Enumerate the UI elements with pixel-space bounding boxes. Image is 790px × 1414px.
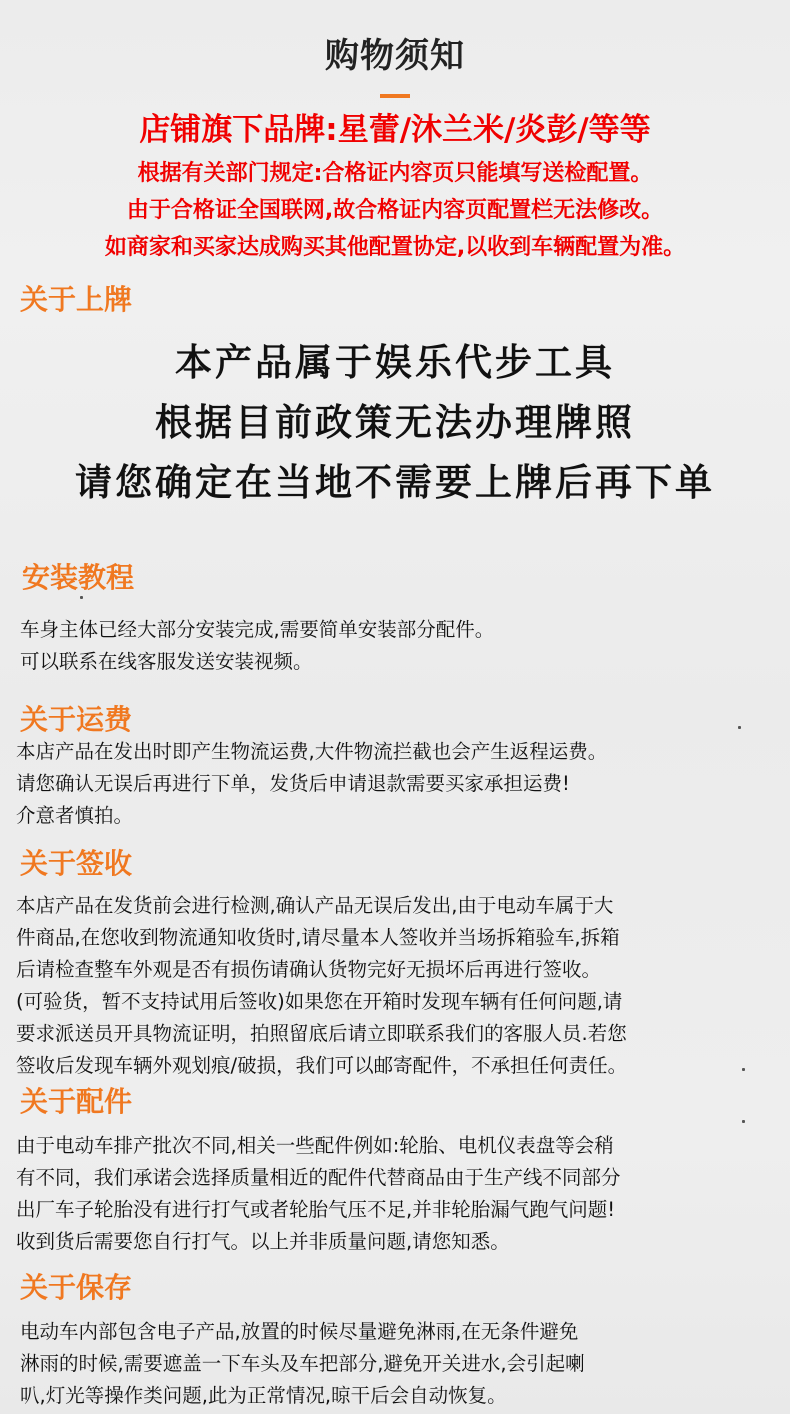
- text-line: 签收后发现车辆外观划痕/破损，我们可以邮寄配件，不承担任何责任。: [16, 1054, 628, 1077]
- section-heading-shipping: 关于运费: [20, 703, 133, 736]
- section-heading-parts: 关于配件: [20, 1085, 133, 1118]
- parts-text: [16, 1130, 621, 1258]
- page-title: 购物须知: [325, 36, 465, 76]
- text-line: 出厂车子轮胎没有进行打气或者轮胎气压不足,并非轮胎漏气跑气问题!: [16, 1198, 616, 1221]
- text-line: 请您确认无误后再进行下单，发货后申请退款需要买家承担运费!: [16, 772, 570, 795]
- storage-text: [20, 1316, 585, 1412]
- install-text: [20, 614, 494, 678]
- text-line: 由于电动车排产批次不同,相关一些配件例如:轮胎、电机仪表盘等会稍: [16, 1134, 614, 1157]
- text-line: 本店产品在发出时即产生物流运费,大件物流拦截也会产生返程运费。: [16, 740, 608, 763]
- decorative-dot: [80, 596, 83, 599]
- notice-line: 由于合格证全国联网,故合格证内容页配置栏无法修改。: [126, 198, 664, 223]
- section-heading-signing: 关于签收: [20, 847, 133, 880]
- notice-line: 根据有关部门规定:合格证内容页只能填写送检配置。: [137, 161, 653, 186]
- section-heading-storage: 关于保存: [20, 1271, 133, 1304]
- plates-statement: 请您确定在当地不需要上牌后再下单: [75, 461, 715, 504]
- plates-statement: 根据目前政策无法办理牌照: [155, 401, 635, 444]
- text-line: 可以联系在线客服发送安装视频。: [20, 650, 313, 673]
- text-line: 本店产品在发货前会进行检测,确认产品无误后发出,由于电动车属于大: [16, 894, 614, 917]
- text-line: 后请检查整车外观是否有损伤请确认货物完好无损坏后再进行签收。: [16, 958, 602, 981]
- text-line: 收到货后需要您自行打气。以上并非质量问题,请您知悉。: [16, 1230, 510, 1253]
- shipping-text: [16, 736, 607, 832]
- text-line: (可验货，暂不支持试用后签收)如果您在开箱时发现车辆有任何问题,请: [16, 990, 623, 1013]
- text-line: 件商品,在您收到物流通知收货时,请尽量本人签收并当场拆箱验车,拆箱: [16, 926, 620, 949]
- brand-line: 店铺旗下品牌:星蕾/沐兰米/炎彭/等等: [139, 112, 651, 148]
- text-line: 电动车内部包含电子产品,放置的时候尽量避免淋雨,在无条件避免: [20, 1320, 579, 1343]
- text-line: 介意者慎拍。: [16, 804, 134, 827]
- decorative-dot: [742, 1120, 745, 1123]
- title-underline: [380, 94, 410, 98]
- plates-statement: 本产品属于娱乐代步工具: [175, 341, 615, 384]
- text-line: 车身主体已经大部分安装完成,需要简单安装部分配件。: [20, 618, 495, 641]
- text-line: 有不同，我们承诺会选择质量相近的配件代替商品由于生产线不同部分: [16, 1166, 621, 1189]
- section-heading-install: 安装教程: [22, 561, 135, 594]
- decorative-dot: [738, 726, 741, 729]
- text-line: 要求派送员开具物流证明，拍照留底后请立即联系我们的客服人员.若您: [16, 1022, 627, 1045]
- section-heading-plates: 关于上牌: [20, 283, 133, 316]
- text-line: 叭,灯光等操作类问题,此为正常情况,晾干后会自动恢复。: [20, 1384, 507, 1407]
- decorative-dot: [742, 1068, 745, 1071]
- notice-line: 如商家和买家达成购买其他配置协定,以收到车辆配置为准。: [104, 235, 686, 260]
- signing-text: [16, 890, 627, 1082]
- text-line: 淋雨的时候,需要遮盖一下车头及车把部分,避免开关进水,会引起喇: [20, 1352, 585, 1375]
